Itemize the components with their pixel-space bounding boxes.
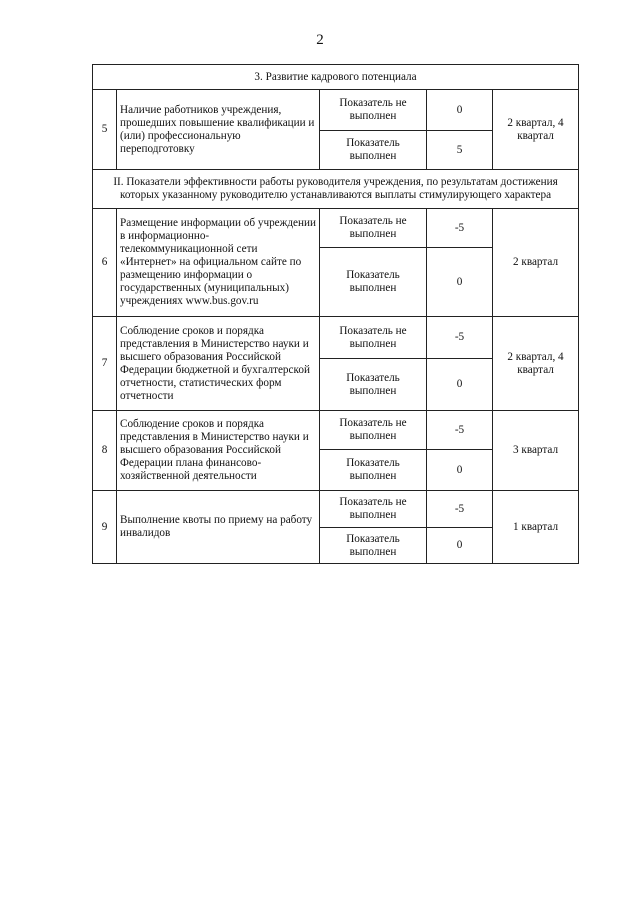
score-done: 0 [427, 248, 493, 317]
table-row [93, 317, 579, 359]
table-row [93, 90, 579, 131]
page-number: 2 [316, 32, 324, 48]
period: 3 квартал [493, 411, 579, 491]
score-not-done: -5 [427, 491, 493, 528]
table-row [93, 411, 579, 450]
score-not-done: -5 [427, 209, 493, 248]
indicator-name: Выполнение квоты по приему на работу инвалидов [117, 491, 320, 564]
period: 2 квартал [493, 209, 579, 317]
status-not-done: Показатель не выполнен [320, 317, 427, 359]
indicators-table [92, 64, 579, 564]
status-not-done: Показатель не выполнен [320, 411, 427, 450]
status-done: Показатель выполнен [320, 248, 427, 317]
score-done: 0 [427, 450, 493, 491]
row-number: 7 [93, 317, 117, 411]
status-done: Показатель выполнен [320, 359, 427, 411]
period: 2 квартал, 4 квартал [493, 90, 579, 170]
score-done: 5 [427, 131, 493, 170]
score-done: 0 [427, 528, 493, 564]
period: 1 квартал [493, 491, 579, 564]
section2-heading: II. Показатели эффективности работы руководителя учреждения, по результатам достижения которых указанному руководителю устанавливаются выплаты стимулирующего характера [93, 170, 579, 209]
period: 2 квартал, 4 квартал [493, 317, 579, 411]
row-number: 5 [93, 90, 117, 170]
section3-heading: 3. Развитие кадрового потенциала [93, 65, 579, 90]
status-not-done: Показатель не выполнен [320, 90, 427, 131]
score-not-done: -5 [427, 317, 493, 359]
table-row [93, 209, 579, 248]
indicator-name: Соблюдение сроков и порядка представления в Министерство науки и высшего образования Российской Федерации бюджетной и бухгалтерской отчетности, статистических форм отчетности [117, 317, 320, 411]
indicator-name: Соблюдение сроков и порядка представления в Министерство науки и высшего образования Российской Федерации плана финансово-хозяйственной деятельности [117, 411, 320, 491]
status-done: Показатель выполнен [320, 450, 427, 491]
row-number: 9 [93, 491, 117, 564]
indicator-name: Размещение информации об учреждении в информационно-телекоммуникационной сети «Интернет» на официальном сайте по размещению информации о государственных (муниципальных) учреждениях www.bus.gov.ru [117, 209, 320, 317]
status-not-done: Показатель не выполнен [320, 491, 427, 528]
row-number: 8 [93, 411, 117, 491]
status-done: Показатель выполнен [320, 131, 427, 170]
score-not-done: -5 [427, 411, 493, 450]
indicator-name: Наличие работников учреждения, прошедших повышение квалификации и (или) профессиональную переподготовку [117, 90, 320, 170]
table-row [93, 491, 579, 528]
status-not-done: Показатель не выполнен [320, 209, 427, 248]
row-number: 6 [93, 209, 117, 317]
score-done: 0 [427, 359, 493, 411]
score-not-done: 0 [427, 90, 493, 131]
status-done: Показатель выполнен [320, 528, 427, 564]
